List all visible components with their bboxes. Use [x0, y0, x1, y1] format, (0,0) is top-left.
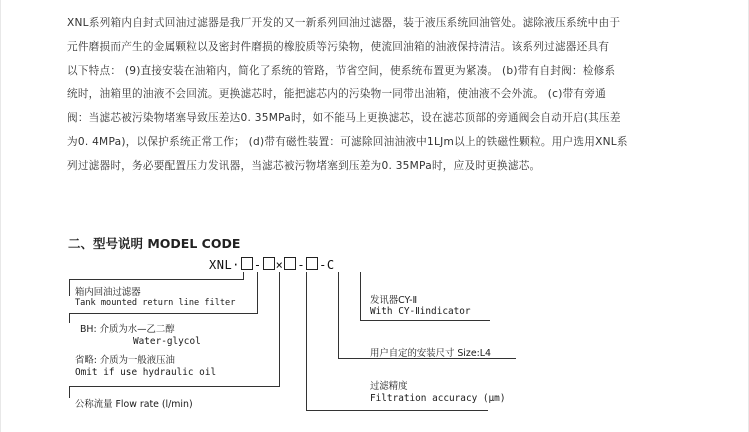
label-bh-cn: BH: 介质为水—乙二醇 — [80, 324, 175, 335]
intro-line: 阀：当滤芯被污染物堵塞导致压差达0. 35MPa时，如不能马上更换滤芯，设在滤芯顶部的旁通阀会自动开启(其压差 — [67, 112, 621, 125]
intro-line: 为0. 4MPa)，以保护系统正常工作； (d)带有磁性装置：可滤除回油油液中1LJm以上的铁磁性颗粒。用户选用XNL系 — [67, 135, 628, 148]
model-code-times: × — [275, 258, 284, 272]
section-heading: 二、型号说明 MODEL CODE — [68, 236, 241, 251]
label-omit-en: Omit if use hydraulic oil — [75, 367, 217, 378]
connector-line — [69, 386, 279, 387]
intro-line: 元件磨损而产生的金属颗粒以及密封件磨损的橡胶质等污染物，使流回油箱的油液保持清洁。该系列过滤器还具有 — [67, 40, 610, 53]
connector-line — [306, 410, 488, 411]
connector-line — [360, 272, 361, 320]
label-indicator-cn: 发讯器CY-Ⅱ — [370, 295, 418, 306]
label-tank-en: Tank mounted return line filter — [75, 298, 236, 308]
connector-line — [360, 320, 490, 321]
connector-line — [257, 272, 258, 314]
model-code-suffix: C — [326, 258, 335, 272]
label-indicator-en: With CY-Ⅱindicator — [370, 306, 471, 317]
connector-line — [69, 313, 257, 314]
model-code-prefix: XNL· — [209, 258, 240, 272]
model-code-separator: - — [297, 258, 306, 272]
label-bh-en: Water-glycol — [133, 336, 201, 347]
model-code-separator: - — [319, 258, 327, 272]
model-code-slot-size — [306, 257, 318, 270]
model-code-separator: - — [253, 258, 262, 272]
connector-line — [69, 279, 70, 296]
connector-line — [69, 279, 243, 280]
label-install-size: 用户自定的安装尺寸 Size:L4 — [370, 348, 491, 359]
label-accuracy-cn: 过滤精度 — [370, 381, 408, 392]
connector-line — [69, 313, 70, 323]
connector-line — [306, 272, 307, 410]
intro-line: 统时，油箱里的油液不会回流。更换滤芯时，能把滤芯内的污染物一同带出油箱，使油液不会外流。 (c)带有旁通 — [67, 88, 606, 101]
intro-line: 列过滤器时，务必要配置压力发讯器，当滤芯被污物堵塞到压差为0. 35MPa时，应及时更换滤芯。 — [67, 159, 541, 172]
label-omit-cn: 省略: 介质为一般液压油 — [75, 355, 175, 366]
intro-line: XNL系列箱内自封式回油过滤器是我厂开发的又一新系列回油过滤器，装于液压系统回油管处。滤除液压系统中由于 — [67, 17, 621, 29]
page-border-left — [0, 0, 1, 432]
label-flow-rate: 公称流量 Flow rate (l/min) — [75, 399, 193, 410]
model-code-slot-medium — [241, 257, 253, 270]
label-tank-cn: 箱内回油过滤器 — [75, 287, 141, 298]
label-accuracy-en: Filtration accuracy (μm) — [370, 393, 506, 404]
connector-line — [338, 272, 339, 358]
model-code — [209, 257, 335, 272]
model-code-slot-accuracy — [284, 257, 296, 270]
intro-paragraph — [67, 12, 687, 179]
connector-line — [279, 272, 280, 387]
connector-line — [69, 386, 70, 398]
intro-line: 以下特点： (9)直接安装在油箱内，简化了系统的管路，节省空间，使系统布置更为紧凑。 (b)带有自封阀：检修系 — [67, 64, 616, 77]
model-code-slot-flow — [263, 257, 275, 270]
connector-line — [243, 272, 244, 280]
